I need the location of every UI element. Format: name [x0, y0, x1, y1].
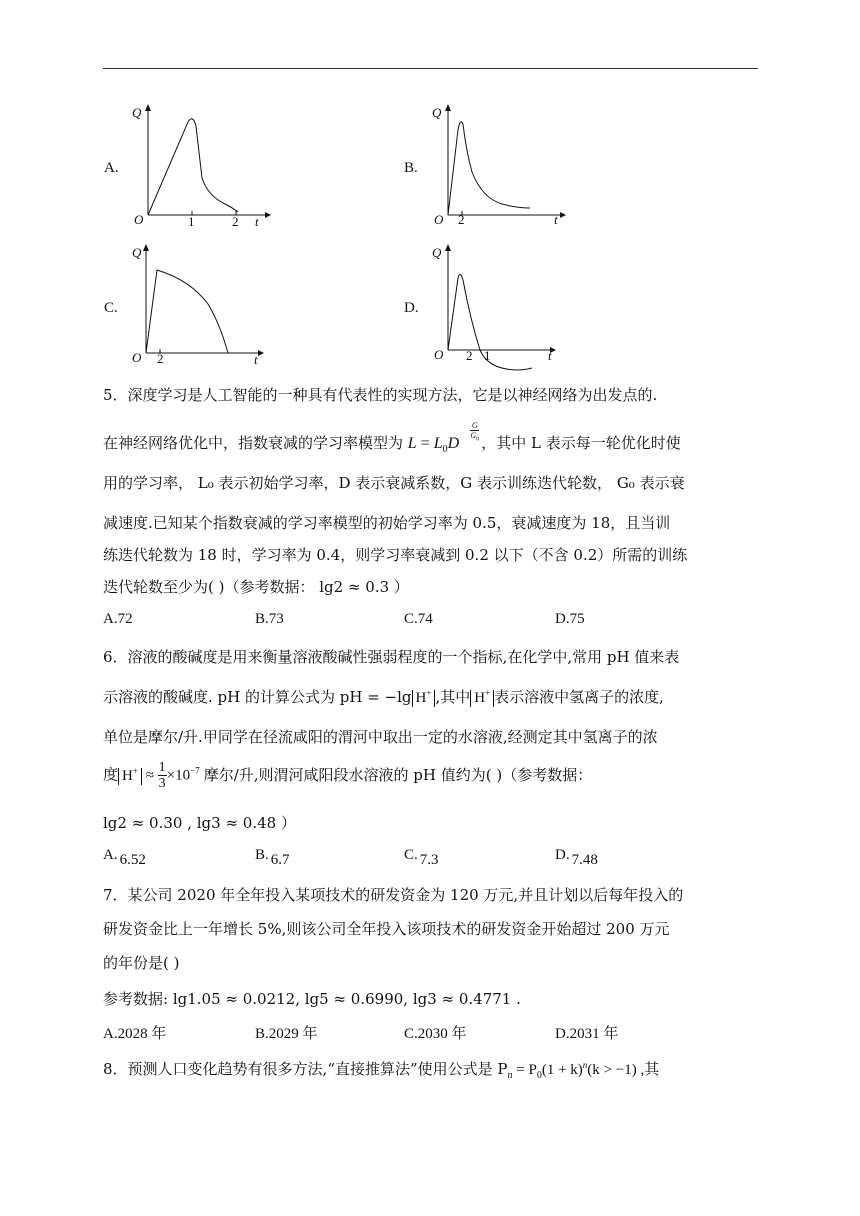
graph-b-origin: O [434, 212, 444, 227]
q8-line1: 8．预测人口变化趋势有很多方法,“直接推算法”使用公式是 $P_n = P_0(1 + k)^n(k > -1)$ ,其 [103, 1060, 660, 1081]
q6-option-b[interactable]: B. 6.7 [255, 847, 290, 868]
option-d-label: D. [404, 300, 419, 316]
graph-a-origin: O [134, 212, 144, 227]
option-b-label: B. [404, 160, 418, 176]
q5-line4: 减速度.已知某个指数衰减的学习率模型的初始学习率为 0.5，衰减速度为 18，且当训 [103, 514, 671, 532]
q6-line2c: 表示溶液中氢离子的浓度, [494, 688, 664, 706]
q6-line2a: 示溶液的酸碱度. pH 的计算公式为 pH = −lg [103, 688, 412, 706]
graph-d-origin: O [434, 347, 444, 362]
q5-option-c[interactable]: C.74 [404, 611, 433, 627]
q5-line2 [103, 421, 681, 456]
q7-line4: 参考数据: lg1.05 ≈ 0.0212, lg5 ≈ 0.6990, lg3 ≈ 0.4771 . [103, 990, 521, 1008]
graph-b [432, 100, 572, 230]
q7-option-a[interactable]: A.2028 年 [103, 1026, 167, 1042]
q5-line6: 迭代轮数至少为( )（参考数据： lg2 ≈ 0.3 ） [103, 578, 409, 596]
q6-line3: 单位是摩尔/升.甲同学在径流咸阳的渭河中取出一定的水溶液,经测定其中氢离子的浓 [103, 728, 658, 746]
q8-line1-text: 8．预测人口变化趋势有很多方法,“直接推算法”使用公式是 P [103, 1060, 508, 1078]
q6-line2 [103, 686, 664, 707]
graph-a-ylabel: Q [132, 105, 142, 120]
q6-option-c[interactable]: C. 7.3 [404, 847, 439, 868]
graph-c-ylabel: Q [132, 245, 142, 260]
q6-line4a: 度 [103, 765, 119, 784]
q6-line1: 6．溶液的酸碱度是用来衡量溶液酸碱性强弱程度的一个指标,在化学中,常用 pH 值来表 [103, 648, 680, 666]
graph-b-tick-2: 2 [458, 212, 465, 227]
graph-c-svg [130, 240, 270, 370]
q5-line2b: ，其中 L 表示每一轮优化时使 [481, 434, 681, 452]
q6-line5: lg2 ≈ 0.30 , lg3 ≈ 0.48 ） [103, 814, 296, 832]
q5-line5: 练迭代轮数为 18 时，学习率为 0.4，则学习率衰减到 0.2 以下（不含 0.2）所需的训练 [103, 546, 688, 564]
option-a-label: A. [104, 160, 119, 176]
q5-line2a: 在神经网络优化中，指数衰减的学习率模型为 [103, 434, 404, 452]
graph-a-svg [130, 100, 270, 230]
q6-option-a[interactable]: A. 6.52 [103, 847, 146, 868]
q7-option-d[interactable]: D.2031 年 [555, 1026, 619, 1042]
graph-b-svg [432, 100, 572, 230]
q6-h-bracket-2: H+ [470, 690, 494, 707]
q7-line2: 研发资金比上一年增长 5%,则该公司全年投入该项技术的研发资金开始超过 200 万元 [103, 920, 670, 938]
q6-line4: 度 H+ ≈ $\frac{1}{3}$ $\times 10^{-7}$ 摩尔/升,则渭河咸阳段水溶液的 pH 值约为( )（参考数据： [103, 760, 593, 791]
graph-c-xlabel: t [254, 352, 258, 367]
q5-option-a[interactable]: A.72 [103, 611, 133, 627]
graph-b-ylabel: Q [432, 105, 442, 120]
q7-option-b[interactable]: B.2029 年 [255, 1026, 318, 1042]
q7-line1: 7．某公司 2020 年全年投入某项技术的研发资金为 120 万元,并且计划以后每年投入的 [103, 886, 684, 904]
q5-option-d[interactable]: D.75 [555, 611, 585, 627]
q6-line4b: 摩尔/升,则渭河咸阳段水溶液的 pH 值约为( )（参考数据： [203, 765, 593, 784]
q5-line3: 用的学习率， L₀ 表示初始学习率，D 表示衰减系数，G 表示训练迭代轮数， G₀ 表示衰 [103, 474, 685, 492]
graph-d-tick-1: 1 [484, 348, 491, 363]
graph-c-origin: O [132, 350, 142, 365]
graph-a-xlabel: t [255, 214, 259, 229]
graph-d-svg [432, 240, 572, 375]
header-rule [103, 68, 758, 69]
q7-line3: 的年份是( ) [103, 954, 180, 972]
graph-a [130, 100, 270, 230]
q6-option-d[interactable]: D. 7.48 [555, 847, 598, 868]
graph-d-tick-2: 2 [466, 348, 473, 363]
graph-d-ylabel: Q [432, 245, 442, 260]
graph-a-tick-1: 1 [188, 214, 195, 229]
option-c-label: C. [104, 300, 118, 316]
graph-b-xlabel: t [554, 212, 558, 227]
q7-option-c[interactable]: C.2030 年 [404, 1026, 467, 1042]
q5-option-b[interactable]: B.73 [255, 611, 284, 627]
graph-d [432, 240, 572, 375]
q6-h-bracket-3: H+ [118, 768, 142, 785]
graph-c-tick-2: 2 [157, 351, 164, 366]
q6-h-bracket-1: H+ [412, 690, 436, 707]
q6-fraction: $\frac{1}{3}$ [158, 760, 166, 791]
graph-d-xlabel: t [548, 348, 552, 363]
graph-c [130, 240, 270, 370]
graph-a-tick-2: 2 [232, 214, 239, 229]
q5-formula: $L = L_0D$ G $G_0$ [407, 421, 480, 456]
q6-line2b: ,其中 [435, 688, 471, 706]
q5-line1: 5．深度学习是人工智能的一种具有代表性的实现方法，它是以神经网络为出发点的. [103, 386, 658, 404]
